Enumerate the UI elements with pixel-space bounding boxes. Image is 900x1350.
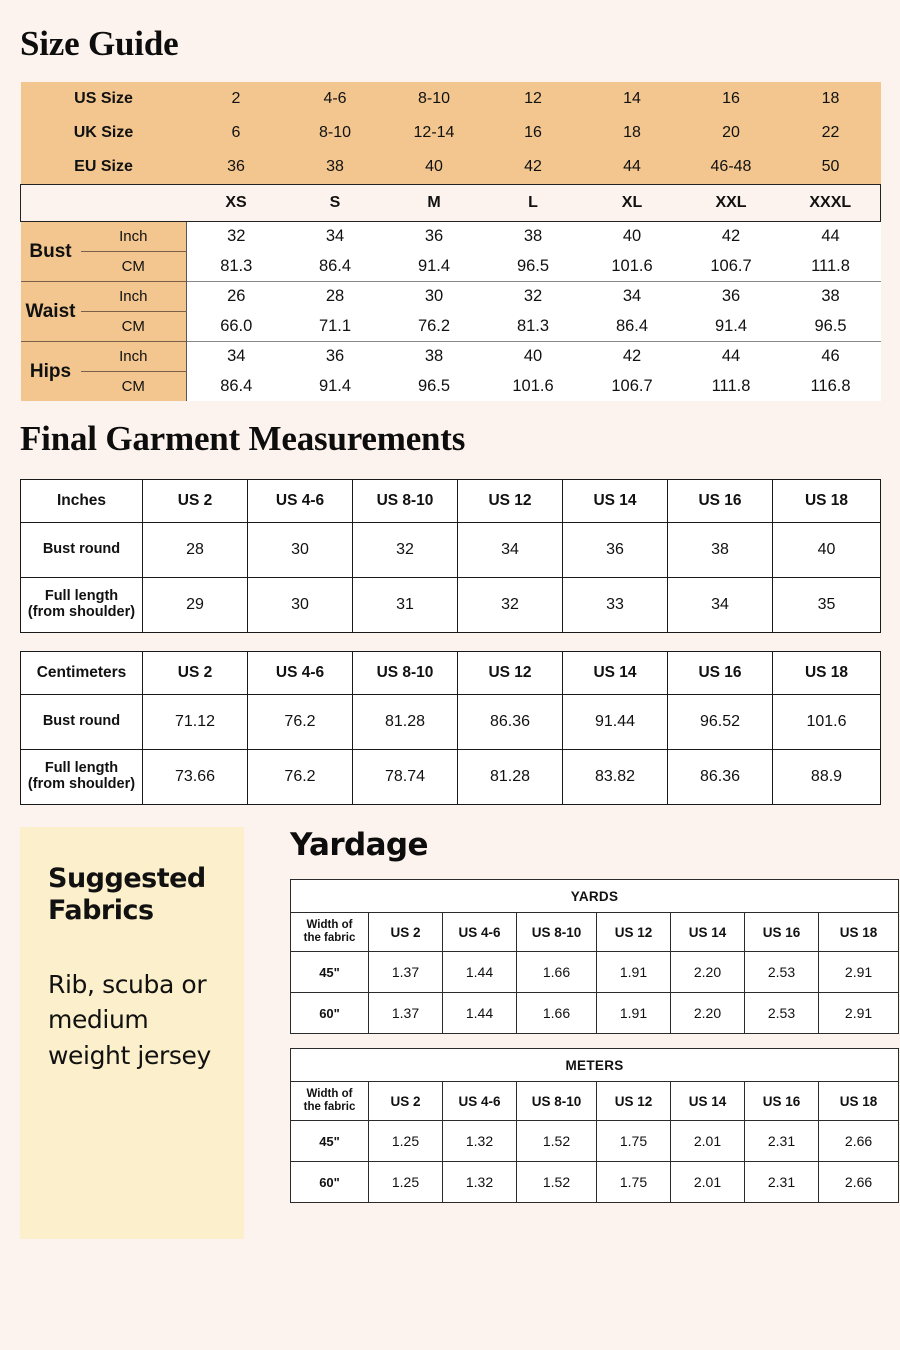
table-row — [21, 116, 881, 150]
measurement-value: 34 — [668, 578, 773, 633]
yardage-value: 2.91 — [819, 952, 899, 993]
measurement-value: 81.3 — [187, 252, 286, 282]
measurement-value: 34 — [187, 342, 286, 372]
size-system-label: EU Size — [74, 158, 133, 175]
measurement-value: 73.66 — [143, 750, 248, 805]
measurement-value: 71.12 — [143, 695, 248, 750]
letter-header-spacer — [21, 185, 187, 222]
size-value: 18 — [821, 90, 840, 107]
yardage-value: 1.44 — [443, 952, 517, 993]
yardage-title: Yardage — [290, 827, 428, 863]
measurement-value: 81.28 — [353, 695, 458, 750]
measurement-value: 106.7 — [583, 372, 682, 402]
size-value: 6 — [231, 124, 241, 141]
column-header: US 8-10 — [517, 913, 597, 952]
measurement-value: 30 — [385, 282, 484, 312]
width-of-fabric-header: Width of the fabric — [291, 1082, 369, 1121]
unit-label-inch: Inch — [81, 282, 187, 312]
size-value: 12-14 — [413, 124, 455, 141]
fabric-width-label: 60" — [291, 1162, 369, 1203]
column-header: US 4-6 — [248, 480, 353, 523]
size-value: 46-48 — [710, 158, 752, 175]
measurement-value: 96.5 — [484, 252, 583, 282]
table-row — [291, 1162, 899, 1203]
row-label: Full length (from shoulder) — [21, 750, 143, 805]
column-header: US 16 — [745, 913, 819, 952]
final-garment-title: Final Garment Measurements — [20, 419, 466, 458]
measurement-value: 38 — [484, 222, 583, 252]
letter-size-header: XS — [187, 185, 286, 222]
size-value: 38 — [326, 158, 344, 175]
row-label: Bust round — [21, 695, 143, 750]
measurement-value: 111.8 — [682, 372, 781, 402]
column-header: US 12 — [597, 1082, 671, 1121]
size-value: 50 — [821, 158, 840, 175]
measurement-value: 38 — [385, 342, 484, 372]
table-row — [21, 150, 881, 185]
column-header: US 18 — [819, 1082, 899, 1121]
letter-size-header: XXL — [682, 185, 781, 222]
table-row — [21, 342, 881, 372]
column-header: US 4-6 — [248, 652, 353, 695]
unit-header: Centimeters — [21, 652, 143, 695]
measurement-value: 44 — [682, 342, 781, 372]
yardage-value: 1.66 — [517, 993, 597, 1034]
table-row — [21, 82, 881, 116]
width-of-fabric-header: Width of the fabric — [291, 913, 369, 952]
table-row — [21, 252, 881, 282]
measurement-value: 76.2 — [385, 312, 484, 342]
suggested-fabrics-box — [20, 827, 244, 1239]
measurement-value: 71.1 — [286, 312, 385, 342]
measurement-value: 44 — [781, 222, 881, 252]
yardage-column — [244, 827, 899, 1203]
letter-size-header-row — [21, 185, 881, 222]
yardage-value: 1.75 — [597, 1162, 671, 1203]
measurement-value: 101.6 — [773, 695, 881, 750]
suggested-fabrics-title — [48, 863, 218, 927]
final-garment-cm-table — [20, 651, 881, 805]
column-header: US 2 — [369, 1082, 443, 1121]
measurement-value: 38 — [668, 523, 773, 578]
measurement-value: 76.2 — [248, 695, 353, 750]
size-value: 8-10 — [417, 90, 451, 107]
measurement-value: 33 — [563, 578, 668, 633]
size-value: 8-10 — [318, 124, 352, 141]
letter-size-header: L — [484, 185, 583, 222]
table-header-row — [291, 913, 899, 952]
table-row — [21, 578, 881, 633]
measurement-value: 30 — [248, 523, 353, 578]
column-header: US 12 — [458, 480, 563, 523]
yardage-value: 2.20 — [671, 952, 745, 993]
column-header: US 2 — [369, 913, 443, 952]
column-header: US 8-10 — [353, 480, 458, 523]
letter-size-header: XXXL — [781, 185, 881, 222]
unit-label-cm: CM — [81, 252, 187, 282]
column-header: US 16 — [668, 480, 773, 523]
yardage-value: 2.20 — [671, 993, 745, 1034]
size-value: 14 — [623, 90, 641, 107]
yardage-value: 1.44 — [443, 993, 517, 1034]
unit-label-cm: CM — [81, 372, 187, 402]
measurement-value: 32 — [458, 578, 563, 633]
measurement-value: 26 — [187, 282, 286, 312]
unit-label-inch: Inch — [81, 342, 187, 372]
size-value: 4-6 — [323, 90, 347, 107]
yardage-value: 1.32 — [443, 1162, 517, 1203]
measurement-value: 86.4 — [286, 252, 385, 282]
column-header: US 14 — [671, 1082, 745, 1121]
measurement-value: 40 — [773, 523, 881, 578]
column-header: US 2 — [143, 480, 248, 523]
suggested-fabrics-body: Rib, scuba or medium weight jersey — [48, 969, 211, 1070]
measurement-value: 34 — [583, 282, 682, 312]
table-row — [291, 1121, 899, 1162]
measurement-value: 101.6 — [484, 372, 583, 402]
measurement-value: 34 — [458, 523, 563, 578]
international-size-band — [21, 82, 881, 185]
yardage-value: 2.66 — [819, 1121, 899, 1162]
page-title: Size Guide — [20, 24, 179, 63]
measurement-value: 91.4 — [385, 252, 484, 282]
measurement-value: 35 — [773, 578, 881, 633]
letter-size-header: XL — [583, 185, 682, 222]
column-header: US 14 — [563, 652, 668, 695]
measurement-value: 91.44 — [563, 695, 668, 750]
column-header: US 8-10 — [517, 1082, 597, 1121]
measurement-value: 34 — [286, 222, 385, 252]
measurement-value: 36 — [682, 282, 781, 312]
measurement-value: 86.36 — [668, 750, 773, 805]
table-row — [291, 993, 899, 1034]
column-header: US 16 — [668, 652, 773, 695]
measurement-value: 78.74 — [353, 750, 458, 805]
column-header: US 18 — [773, 652, 881, 695]
yards-unit-title: YARDS — [291, 880, 899, 913]
measurement-value: 38 — [781, 282, 881, 312]
column-header: US 18 — [773, 480, 881, 523]
measurement-value: 101.6 — [583, 252, 682, 282]
yardage-value: 1.66 — [517, 952, 597, 993]
yardage-value: 1.91 — [597, 952, 671, 993]
size-value: 40 — [425, 158, 443, 175]
size-guide-table — [20, 82, 881, 401]
fabric-width-label: 45" — [291, 952, 369, 993]
measurement-value: 76.2 — [248, 750, 353, 805]
table-header-row — [21, 480, 881, 523]
size-value: 16 — [722, 90, 740, 107]
table-row — [291, 952, 899, 993]
column-header: US 4-6 — [443, 1082, 517, 1121]
yardage-value: 2.53 — [745, 993, 819, 1034]
measurement-value: 28 — [286, 282, 385, 312]
yardage-meters-table — [290, 1048, 899, 1203]
fabric-width-label: 45" — [291, 1121, 369, 1162]
size-value: 20 — [722, 124, 740, 141]
measurement-group-label: Hips — [21, 342, 81, 402]
column-header: US 2 — [143, 652, 248, 695]
measurement-value: 86.4 — [187, 372, 286, 402]
measurement-value: 36 — [385, 222, 484, 252]
final-garment-inches-table — [20, 479, 881, 633]
measurement-group-label: Bust — [21, 222, 81, 282]
measurement-value: 46 — [781, 342, 881, 372]
letter-size-header: M — [385, 185, 484, 222]
meters-unit-title: METERS — [291, 1049, 899, 1082]
table-row — [21, 695, 881, 750]
table-row — [21, 523, 881, 578]
size-system-label: US Size — [74, 90, 133, 107]
measurement-value: 32 — [187, 222, 286, 252]
measurement-value: 81.3 — [484, 312, 583, 342]
measurement-value: 88.9 — [773, 750, 881, 805]
column-header: US 14 — [563, 480, 668, 523]
measurement-value: 83.82 — [563, 750, 668, 805]
size-value: 2 — [231, 90, 241, 107]
table-row — [21, 372, 881, 402]
measurement-value: 28 — [143, 523, 248, 578]
yardage-value: 2.31 — [745, 1162, 819, 1203]
fabric-width-label: 60" — [291, 993, 369, 1034]
measurement-value: 91.4 — [682, 312, 781, 342]
yardage-value: 1.25 — [369, 1162, 443, 1203]
table-header-row — [291, 1082, 899, 1121]
measurement-rows — [21, 222, 881, 402]
measurement-value: 81.28 — [458, 750, 563, 805]
yardage-yards-table — [290, 879, 899, 1034]
yardage-value: 1.91 — [597, 993, 671, 1034]
measurement-value: 42 — [583, 342, 682, 372]
column-header: US 8-10 — [353, 652, 458, 695]
column-header: US 16 — [745, 1082, 819, 1121]
measurement-value: 40 — [484, 342, 583, 372]
size-value: 18 — [623, 124, 641, 141]
yardage-value: 1.37 — [369, 993, 443, 1034]
measurement-value: 96.5 — [385, 372, 484, 402]
yardage-value: 2.01 — [671, 1162, 745, 1203]
measurement-value: 42 — [682, 222, 781, 252]
measurement-value: 32 — [484, 282, 583, 312]
measurement-value: 116.8 — [781, 372, 881, 402]
size-system-label: UK Size — [73, 124, 134, 141]
measurement-value: 86.36 — [458, 695, 563, 750]
size-value: 12 — [524, 90, 542, 107]
yardage-value: 2.31 — [745, 1121, 819, 1162]
column-header: US 14 — [671, 913, 745, 952]
size-value: 16 — [524, 124, 542, 141]
measurement-value: 36 — [563, 523, 668, 578]
measurement-value: 111.8 — [781, 252, 881, 282]
size-value: 42 — [524, 158, 542, 175]
measurement-value: 31 — [353, 578, 458, 633]
yardage-value: 2.01 — [671, 1121, 745, 1162]
row-label: Bust round — [21, 523, 143, 578]
measurement-value: 66.0 — [187, 312, 286, 342]
column-header: US 12 — [597, 913, 671, 952]
table-row — [21, 282, 881, 312]
yardage-value: 2.66 — [819, 1162, 899, 1203]
row-label: Full length (from shoulder) — [21, 578, 143, 633]
unit-label-inch: Inch — [81, 222, 187, 252]
column-header: US 18 — [819, 913, 899, 952]
column-header: US 12 — [458, 652, 563, 695]
measurement-value: 30 — [248, 578, 353, 633]
table-row — [21, 312, 881, 342]
measurement-value: 32 — [353, 523, 458, 578]
yardage-value: 2.53 — [745, 952, 819, 993]
measurement-value: 36 — [286, 342, 385, 372]
suggested-fabrics-title-line2: Fabrics — [48, 894, 154, 926]
unit-label-cm: CM — [81, 312, 187, 342]
letter-size-header: S — [286, 185, 385, 222]
size-value: 36 — [227, 158, 245, 175]
measurement-value: 96.52 — [668, 695, 773, 750]
table-row — [21, 750, 881, 805]
yardage-value: 1.75 — [597, 1121, 671, 1162]
yardage-value: 2.91 — [819, 993, 899, 1034]
unit-header: Inches — [21, 480, 143, 523]
measurement-value: 40 — [583, 222, 682, 252]
measurement-value: 96.5 — [781, 312, 881, 342]
yardage-value: 1.52 — [517, 1162, 597, 1203]
measurement-value: 86.4 — [583, 312, 682, 342]
table-header-row — [21, 652, 881, 695]
size-value: 22 — [821, 124, 840, 141]
yardage-value: 1.25 — [369, 1121, 443, 1162]
column-header: US 4-6 — [443, 913, 517, 952]
suggested-fabrics-title-line1: Suggested — [48, 863, 206, 894]
yardage-value: 1.32 — [443, 1121, 517, 1162]
measurement-value: 29 — [143, 578, 248, 633]
table-row — [21, 222, 881, 252]
size-value: 44 — [623, 158, 641, 175]
measurement-group-label: Waist — [21, 282, 81, 342]
measurement-value: 91.4 — [286, 372, 385, 402]
bottom-section — [20, 827, 880, 1239]
yardage-value: 1.37 — [369, 952, 443, 993]
yardage-value: 1.52 — [517, 1121, 597, 1162]
measurement-value: 106.7 — [682, 252, 781, 282]
